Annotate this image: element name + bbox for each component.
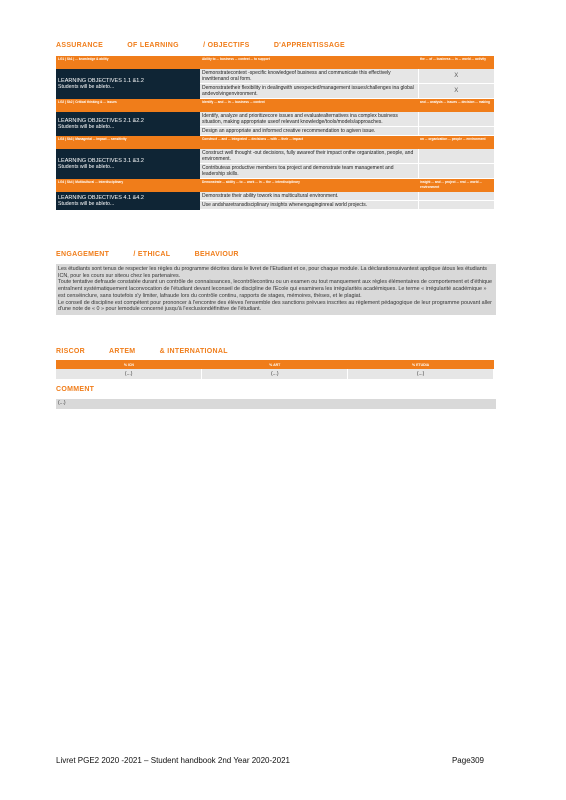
goal-header-cell: Ability to ... business ... context ... to support (200, 56, 418, 69)
engagement-title-part: ENGAGEMENT (56, 251, 110, 258)
comment-box: (...) (56, 399, 496, 409)
objective-mark (418, 149, 494, 164)
engagement-title-part: BEHAVIOUR (194, 251, 239, 258)
objective-label (56, 69, 200, 99)
engagement-paragraph: Toute tentative defraude constatée durant un contrôle de connaissances, lecontrôlecontinu ou un examen ou tout manquement aux règles élémentaires de comportement et d'éthique entraînent systématiquement laconvocation de l'étudiant devant leconseil de discipline de l'Ecole qui examinera les irrégularités académiques. Le terme « irrégularité académique » est censéinclure, sans toutefois s'y limiter, lafraude lors du contrôle continu, rapports de stages, mémoires, thèses, et le plagiat. (58, 279, 493, 299)
objective-subtitle: Students will be ableto... (58, 123, 115, 130)
objective-mark (418, 201, 494, 210)
comment-title: COMMENT (56, 386, 95, 393)
engagement-title (56, 251, 261, 258)
artem-header-row (56, 360, 494, 369)
assurance-title-part: / OBJECTIFS (203, 42, 250, 49)
engagement-title-part: / ETHICAL (133, 251, 171, 258)
objective-description: Demonstratecontext -specific knowledgeof business and communicate this effectively inwrittenand oral form. (200, 69, 418, 84)
page-number: Page309 (451, 756, 484, 765)
goal-header-cell: on ... organization ... people ... environment (418, 136, 494, 150)
objective-label (56, 112, 200, 136)
goal-header-cell: LG1 | Sk1 | ... knowledge & ability (56, 56, 200, 69)
artem-value-cell: (...) (348, 369, 494, 379)
goal-header-cell: LG2 | Sk2 | Critical thinking & ... issues (56, 99, 200, 113)
objective-row (56, 192, 494, 201)
artem-value-cell: (...) (202, 369, 348, 379)
engagement-paragraph: Le conseil de discipline est compétent pour prononcer à l'encontre des élèves l'ensemble des sanctions prévues inscrites au règlement pédagogique de leur programme pouvant aller d'une note de « 0 » pour lemodule concerné jusqu'à l'exclusiondéfinitive de l'étudiant. (58, 299, 492, 313)
footer-left: Livret PGE2 2020 -2021 – Student handbook 2nd Year 2020-2021 (56, 756, 290, 765)
objective-mark: X (418, 84, 494, 99)
artem-title-part: ARTEM (109, 348, 136, 355)
objective-label (56, 192, 200, 210)
goal-header-cell: and ... analysis ... issues ... decision ... making (418, 99, 494, 113)
objective-description: Identify, analyze and prioritizecore issues and evaluatealternatives ina complex business situation, making appropriate useof relevant knowledge/tools/models/approaches. (200, 112, 418, 127)
objective-description: Demonstratetheir flexibility in dealingwith unexpected/management issues/challenges ina global andevolvingenvironment. (200, 84, 418, 99)
engagement-text (56, 264, 496, 315)
objective-description: Design an appropriate and informed creative recommendation to agiven issue. (200, 127, 418, 136)
artem-value-row (56, 369, 494, 379)
objective-mark (418, 127, 494, 136)
artem-header-cell: % ART (202, 360, 348, 369)
goal-header-cell: insight ... and ... project ... real ... world ... environment (418, 179, 494, 193)
page-footer (56, 756, 484, 765)
goal-header-row (56, 56, 494, 69)
objective-description: Demonstrate their ability towork ina multicultural environment. (200, 192, 418, 201)
objective-subtitle: Students will be ableto... (58, 83, 115, 90)
goal-header-cell: LG4 | Sk4 | Multicultural ... interdisciplinary (56, 179, 200, 193)
objective-mark (418, 164, 494, 179)
assurance-title-part: D'APPRENTISSAGE (273, 42, 345, 49)
artem-title-part: RISCOR (56, 348, 86, 355)
goal-header-row (56, 179, 494, 193)
goal-header-row (56, 136, 494, 150)
objective-label (56, 149, 200, 179)
objective-subtitle: Students will be ableto... (58, 200, 115, 207)
objective-title: LEARNING OBJECTIVES 1.1 &1.2 (58, 77, 144, 84)
objective-mark (418, 192, 494, 201)
objective-mark (418, 112, 494, 127)
assurance-title-part: ASSURANCE (56, 42, 104, 49)
objective-row (56, 112, 494, 127)
artem-table (56, 360, 494, 379)
artem-header-cell: % ICN (56, 360, 202, 369)
artem-title (56, 348, 250, 355)
objective-description: Contributeas productive members toa project and demonstrate team management and leadership skills. (200, 164, 418, 179)
objective-row (56, 149, 494, 164)
objective-title: LEARNING OBJECTIVES 2.1 &2.2 (58, 117, 144, 124)
objective-row (56, 69, 494, 84)
artem-value-cell: (...) (56, 369, 202, 379)
learning-objectives-table (56, 56, 494, 210)
objective-subtitle: Students will be ableto... (58, 163, 115, 170)
goal-header-cell: LG3 | Sk3 | Managerial ... impact ... sensitivity (56, 136, 200, 150)
goal-header-cell: Demonstrate ... ability ... to ... work ... in ... the ... interdisciplinary (200, 179, 418, 193)
objective-title: LEARNING OBJECTIVES 4.1 &4.2 (58, 194, 144, 201)
objective-description: Use andsharetransdisciplinary insights whenengaginginreal world projects. (200, 201, 418, 210)
objective-title: LEARNING OBJECTIVES 3.1 &3.2 (58, 157, 144, 164)
goal-header-cell: Identify ... and ... in ... business ... context (200, 99, 418, 113)
goal-header-row (56, 99, 494, 113)
goal-header-cell: Construct ... and ... integrated ... decisions ... with ... their ... impact (200, 136, 418, 150)
artem-title-part: & INTERNATIONAL (159, 348, 228, 355)
goal-header-cell: the ... of ... business ... in ... world ... activity (418, 56, 494, 69)
artem-header-cell: % ETUDIA (348, 360, 494, 369)
engagement-paragraph: Les étudiants sont tenus de respecter les règles du programme décrites dans le livret de l'Etudiant et ce, pour chaque module. La déclarationsuivantest applique àtous les étudiants ICN, pour les cours sur siteou chez les partenaires. (58, 266, 487, 279)
assurance-title-part: OF LEARNING (127, 42, 179, 49)
assurance-title (56, 42, 367, 49)
objective-mark: X (418, 69, 494, 84)
objective-description: Construct well thought -out decisions, fully awareof their impact onthe organization, people, and environment. (200, 149, 418, 164)
